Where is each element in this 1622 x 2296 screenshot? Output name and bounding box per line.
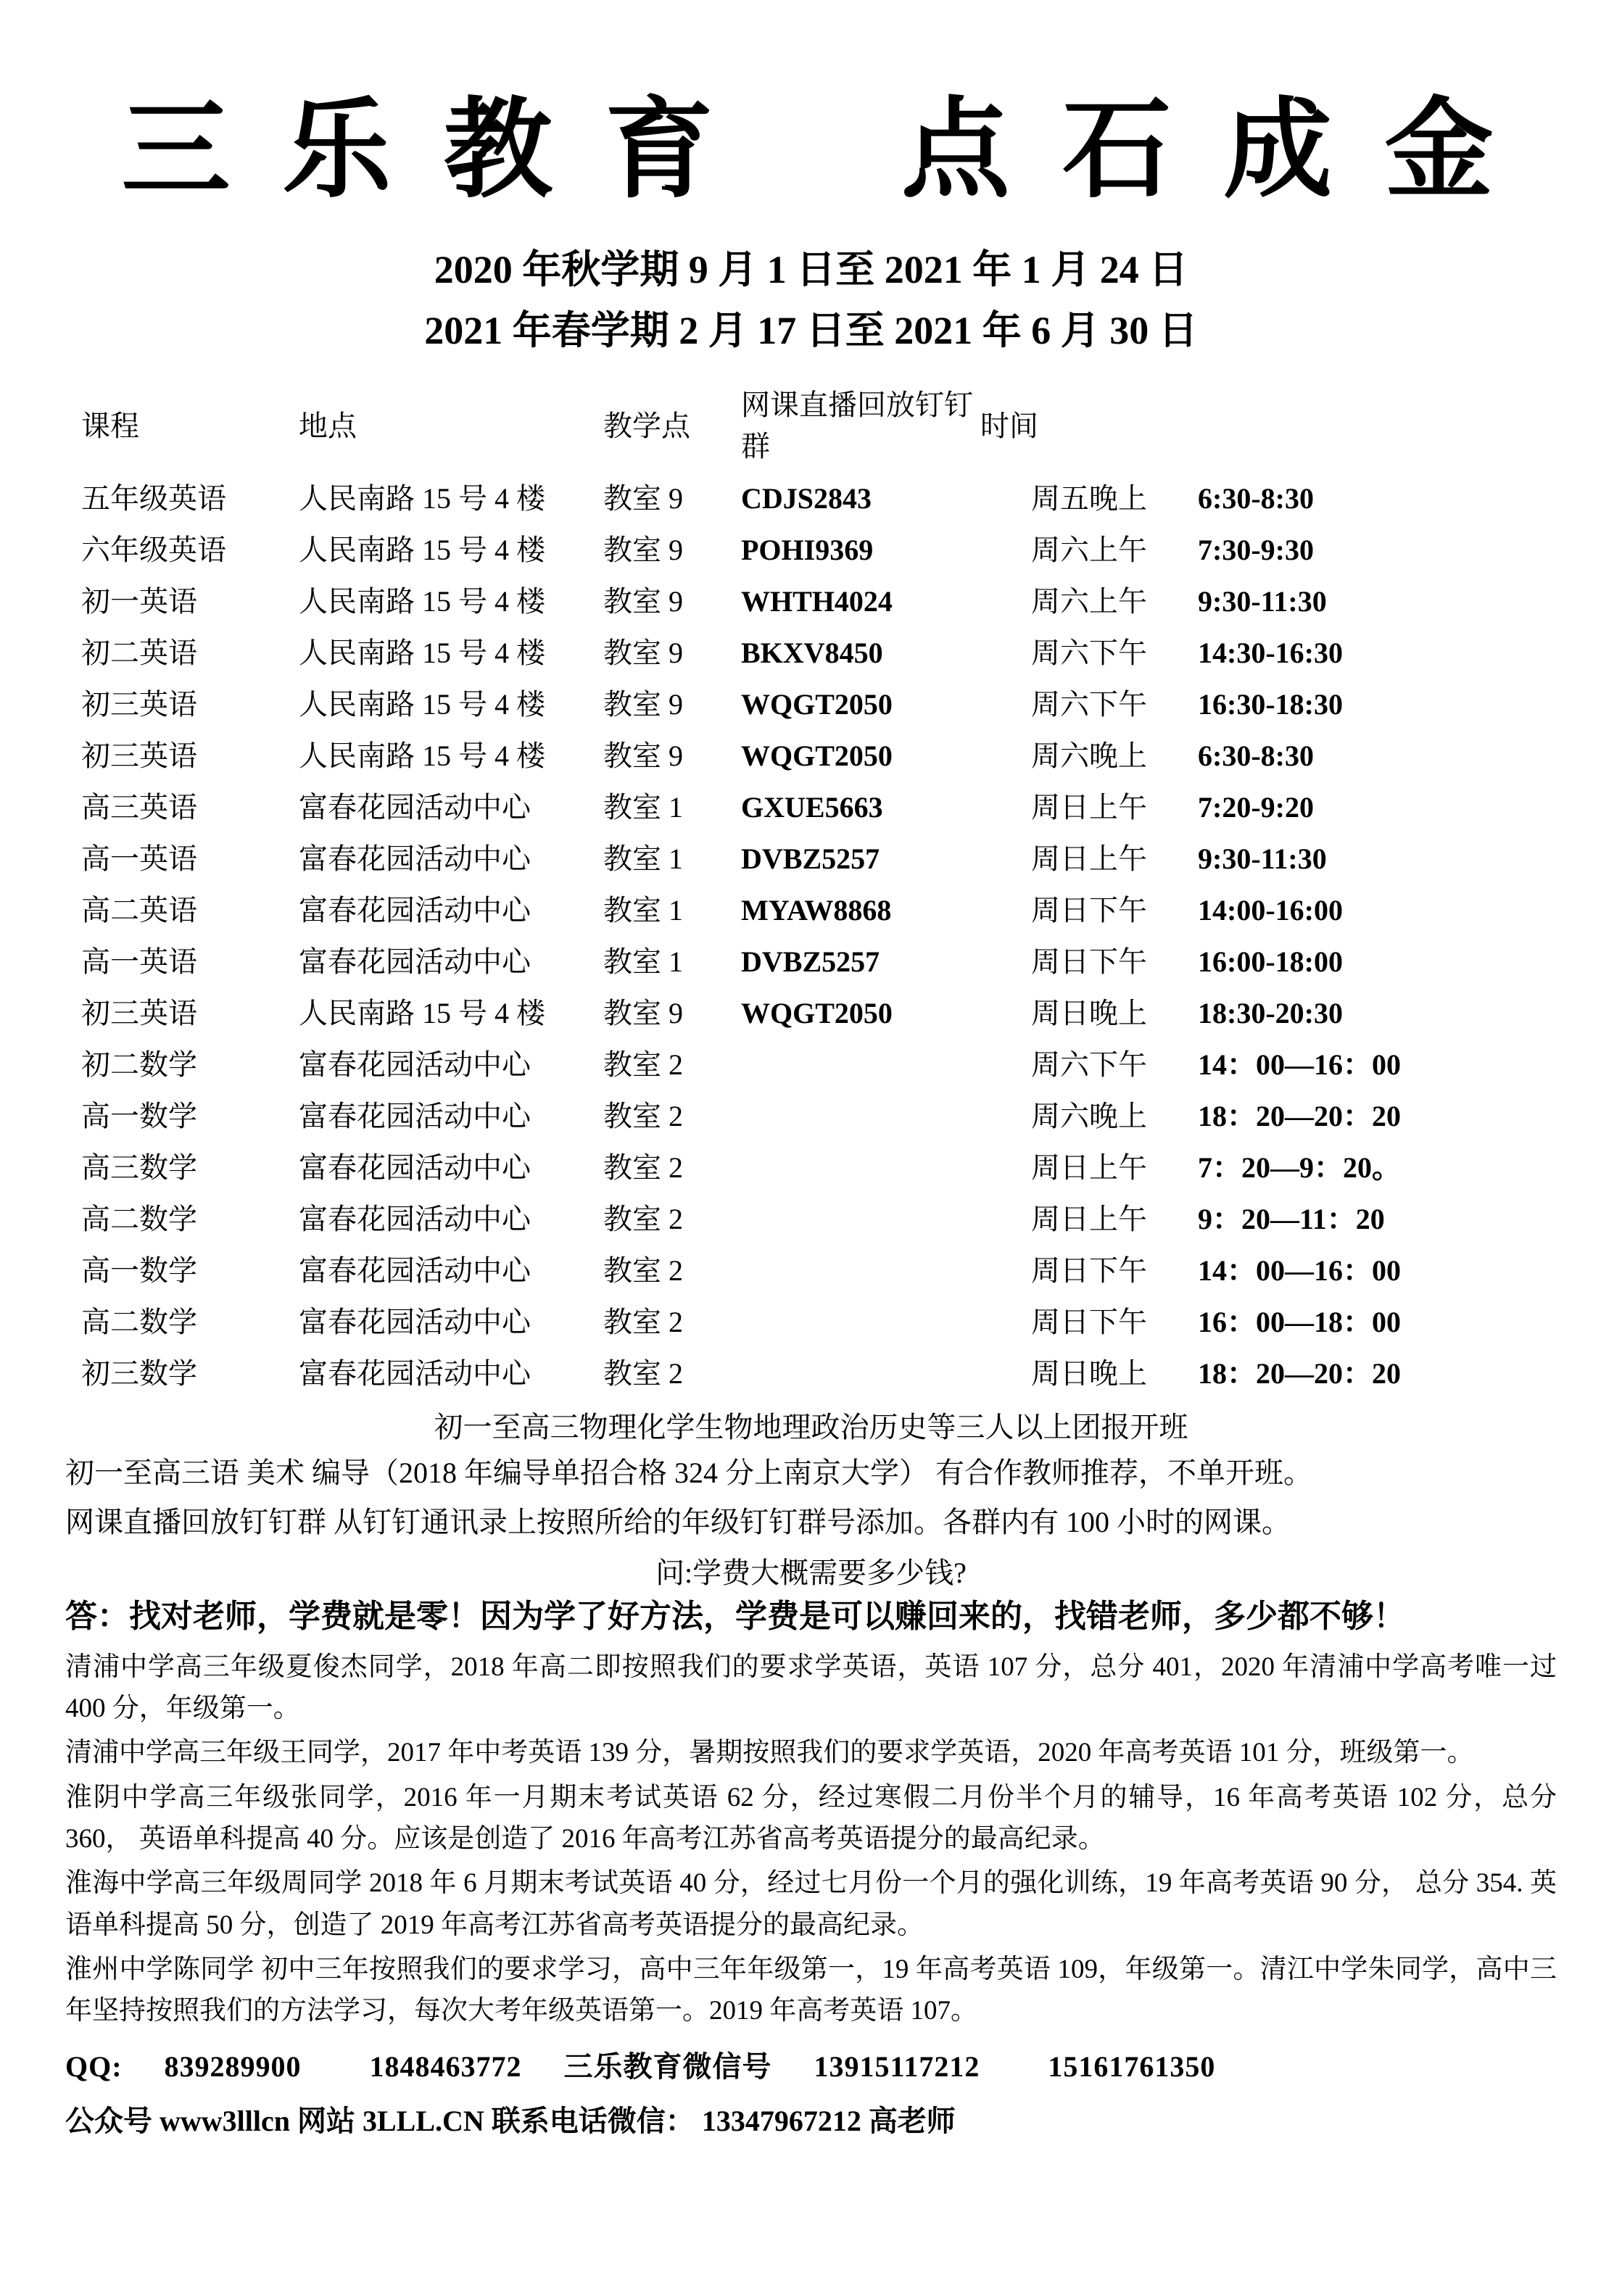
case-paragraph: 淮海中学高三年级周同学 2018 年 6 月期末考试英语 40 分，经过七月份一个月的强化训练，19 年高考英语 90 分， 总分 354. 英语单科提高 50 分，创造了 2019 年高考江苏省高考英语提分的最高纪录。 <box>65 1868 1557 1940</box>
cell-dingtalk-group <box>741 1140 980 1191</box>
cell-time: 16：00—18：00 <box>1198 1306 1401 1339</box>
cell-time: 14:30-16:30 <box>1198 637 1343 670</box>
cell-course: 六年级英语 <box>81 534 226 567</box>
cell-day: 周五晚上 <box>1031 482 1147 515</box>
cell-place: 人民南路 15 号 4 楼 <box>299 585 545 618</box>
cell-course: 初三数学 <box>81 1357 197 1391</box>
cell-day: 周日下午 <box>1031 1306 1147 1339</box>
cell-dingtalk-group: GXUE5663 <box>741 791 883 824</box>
cell-place: 富春花园活动中心 <box>299 1151 531 1185</box>
cell-place: 人民南路 15 号 4 楼 <box>299 688 545 721</box>
table-row <box>65 1346 1557 1397</box>
header-place: 地点 <box>299 409 357 442</box>
cell-dingtalk-group <box>741 1088 980 1140</box>
table-row <box>65 985 1557 1037</box>
wechat-label: 三乐教育微信号 <box>563 2050 772 2083</box>
qq-number-1: 839289900 <box>164 2050 302 2083</box>
table-row <box>65 934 1557 985</box>
note-group-class: 初一至高三物理化学生物地理政治历史等三人以上团报开班 <box>434 1411 1188 1444</box>
cell-room: 教室 9 <box>603 585 683 618</box>
website-label: 网站 <box>297 2104 355 2137</box>
cell-dingtalk-group: WHTH4024 <box>741 585 893 618</box>
cell-room: 教室 9 <box>603 688 683 721</box>
cell-dingtalk-group: BKXV8450 <box>741 637 883 670</box>
cell-day: 周六下午 <box>1031 688 1147 721</box>
cell-room: 教室 2 <box>603 1306 683 1339</box>
cell-day: 周日上午 <box>1031 842 1147 876</box>
table-row <box>65 1294 1557 1346</box>
case-paragraph: 淮阴中学高三年级张同学，2016 年一月期末考试英语 62 分，经过寒假二月份半个月的辅导，16 年高考英语 102 分，总分 360， 英语单科提高 40 分。应该是创造了 2016 年高考江苏省高考英语提分的最高纪录。 <box>65 1782 1557 1854</box>
cell-time: 14：00—16：00 <box>1198 1254 1401 1288</box>
table-row <box>65 573 1557 625</box>
cell-dingtalk-group <box>741 1294 980 1346</box>
cell-time: 9：20—11：20 <box>1198 1203 1385 1236</box>
term-autumn: 2020 年秋学期 9 月 1 日至 2021 年 1 月 24 日 <box>434 247 1188 291</box>
note-arts: 初一至高三语 美术 编导（2018 年编导单招合格 324 分上南京大学） 有合作教师推荐，不单开班。 <box>65 1456 1312 1490</box>
cell-place: 富春花园活动中心 <box>299 1203 531 1236</box>
cell-room: 教室 1 <box>603 791 683 824</box>
cell-time: 7:30-9:30 <box>1198 534 1314 567</box>
cell-course: 初三英语 <box>81 997 197 1030</box>
cell-day: 周六下午 <box>1031 637 1147 670</box>
case-paragraph: 清浦中学高三年级夏俊杰同学，2018 年高二即按照我们的要求学英语，英语 107 分，总分 401，2020 年清浦中学高考唯一过 400 分，年级第一。 <box>65 1651 1557 1724</box>
wechat-number-1: 13915117212 <box>814 2050 980 2083</box>
cell-place: 富春花园活动中心 <box>299 945 531 979</box>
table-row <box>65 1140 1557 1191</box>
cell-time: 14：00—16：00 <box>1198 1048 1401 1082</box>
cell-place: 人民南路 15 号 4 楼 <box>299 997 545 1030</box>
phone-value: 13347967212 <box>701 2104 861 2137</box>
cell-time: 7：20—9：20。 <box>1198 1151 1401 1185</box>
cell-dingtalk-group: POHI9369 <box>741 534 874 567</box>
cell-day: 周六晚上 <box>1031 1100 1147 1133</box>
cell-day: 周日下午 <box>1031 945 1147 979</box>
cell-dingtalk-group <box>741 1037 980 1088</box>
faq-question: 问:学费大概需要多少钱? <box>655 1557 967 1590</box>
cell-day: 周六晚上 <box>1031 739 1147 773</box>
cell-course: 高三英语 <box>81 791 197 824</box>
cell-place: 人民南路 15 号 4 楼 <box>299 534 545 567</box>
cell-time: 7:20-9:20 <box>1198 791 1314 824</box>
header-time-blank <box>1198 379 1557 471</box>
table-row <box>65 1243 1557 1294</box>
phone-label: 联系电话微信： <box>491 2104 695 2137</box>
cell-time: 16:00-18:00 <box>1198 945 1343 979</box>
cell-dingtalk-group: WQGT2050 <box>741 688 893 721</box>
cell-time: 16:30-18:30 <box>1198 688 1343 721</box>
cell-time: 18:30-20:30 <box>1198 997 1343 1030</box>
cell-dingtalk-group: WQGT2050 <box>741 739 893 773</box>
cell-place: 富春花园活动中心 <box>299 1357 531 1391</box>
cell-dingtalk-group <box>741 1191 980 1243</box>
table-row <box>65 882 1557 934</box>
case-list <box>65 1646 1557 2032</box>
cell-dingtalk-group: CDJS2843 <box>741 482 872 515</box>
cell-time: 14:00-16:00 <box>1198 894 1343 927</box>
cell-time: 6:30-8:30 <box>1198 482 1314 515</box>
cell-time: 18：20—20：20 <box>1198 1357 1401 1391</box>
official-account-label: 公众号 <box>65 2104 152 2137</box>
case-paragraph: 淮州中学陈同学 初中三年按照我们的要求学习，高中三年年级第一，19 年高考英语 109，年级第一。清江中学朱同学，高中三年坚持按照我们的方法学习，每次大考年级英语第一。2019 年高考英语 107。 <box>65 1955 1557 2026</box>
website-value[interactable]: 3LLL.CN <box>363 2104 484 2137</box>
cell-day: 周日下午 <box>1031 894 1147 927</box>
cell-place: 富春花园活动中心 <box>299 842 531 876</box>
cell-course: 高一英语 <box>81 945 197 979</box>
wechat-number-2: 15161761350 <box>1048 2050 1216 2083</box>
cell-dingtalk-group: MYAW8868 <box>741 894 892 927</box>
cell-course: 初二英语 <box>81 637 197 670</box>
cell-room: 教室 9 <box>603 739 683 773</box>
cell-dingtalk-group <box>741 1346 980 1397</box>
cell-time: 6:30-8:30 <box>1198 739 1314 773</box>
cell-room: 教室 9 <box>603 997 683 1030</box>
cell-room: 教室 2 <box>603 1254 683 1288</box>
cell-room: 教室 2 <box>603 1100 683 1133</box>
official-account-value: www3lllcn <box>160 2104 290 2137</box>
cell-place: 富春花园活动中心 <box>299 894 531 927</box>
cell-dingtalk-group: WQGT2050 <box>741 997 893 1030</box>
cell-course: 高三数学 <box>81 1151 197 1185</box>
cell-room: 教室 2 <box>603 1151 683 1185</box>
cell-course: 高二数学 <box>81 1306 197 1339</box>
cell-day: 周日下午 <box>1031 1254 1147 1288</box>
contact-line-2 <box>65 2098 1557 2139</box>
cell-room: 教室 2 <box>603 1048 683 1082</box>
contact-line-1 <box>65 2044 1557 2085</box>
header-room: 教学点 <box>603 409 690 442</box>
cell-course: 初三英语 <box>81 688 197 721</box>
cell-room: 教室 1 <box>603 945 683 979</box>
table-row <box>65 522 1557 573</box>
cell-time: 18：20—20：20 <box>1198 1100 1401 1133</box>
cell-place: 人民南路 15 号 4 楼 <box>299 482 545 515</box>
cell-place: 富春花园活动中心 <box>299 1048 531 1082</box>
cell-day: 周日晚上 <box>1031 997 1147 1030</box>
cell-place: 人民南路 15 号 4 楼 <box>299 637 545 670</box>
cell-room: 教室 2 <box>603 1357 683 1391</box>
cell-day: 周六上午 <box>1031 585 1147 618</box>
cell-time: 9:30-11:30 <box>1198 585 1327 618</box>
cell-place: 富春花园活动中心 <box>299 791 531 824</box>
cell-place: 富春花园活动中心 <box>299 1254 531 1288</box>
qq-label: QQ: <box>65 2050 123 2083</box>
note-dingtalk: 网课直播回放钉钉群 从钉钉通讯录上按照所给的年级钉钉群号添加。各群内有 100 小时的网课。 <box>65 1506 1291 1539</box>
qq-number-2: 1848463772 <box>369 2050 522 2083</box>
term-spring: 2021 年春学期 2 月 17 日至 2021 年 6 月 30 日 <box>424 308 1198 352</box>
cell-day: 周日晚上 <box>1031 1357 1147 1391</box>
table-row <box>65 625 1557 676</box>
cell-day: 周日上午 <box>1031 791 1147 824</box>
cell-place: 富春花园活动中心 <box>299 1100 531 1133</box>
cell-dingtalk-group <box>741 1243 980 1294</box>
table-row <box>65 471 1557 522</box>
cell-course: 初一英语 <box>81 585 197 618</box>
cell-place: 富春花园活动中心 <box>299 1306 531 1339</box>
table-row <box>65 1088 1557 1140</box>
cell-time: 9:30-11:30 <box>1198 842 1327 876</box>
table-row <box>65 1037 1557 1088</box>
table-row <box>65 728 1557 779</box>
cell-day: 周六下午 <box>1031 1048 1147 1082</box>
cell-room: 教室 1 <box>603 842 683 876</box>
page-title: 三 乐 教 育 点 石 成 金 <box>121 86 1501 213</box>
cell-room: 教室 2 <box>603 1203 683 1236</box>
table-row <box>65 779 1557 831</box>
cell-dingtalk-group: DVBZ5257 <box>741 842 880 876</box>
cell-course: 高二英语 <box>81 894 197 927</box>
cell-course: 初三英语 <box>81 739 197 773</box>
faq-answer: 答：找对老师，学费就是零！因为学了好方法，学费是可以赚回来的，找错老师，多少都不够！ <box>65 1599 1405 1635</box>
cell-course: 五年级英语 <box>81 482 226 515</box>
cell-day: 周日上午 <box>1031 1203 1147 1236</box>
cell-course: 高一数学 <box>81 1100 197 1133</box>
cell-room: 教室 9 <box>603 534 683 567</box>
cell-place: 人民南路 15 号 4 楼 <box>299 739 545 773</box>
table-row <box>65 831 1557 882</box>
cell-dingtalk-group: DVBZ5257 <box>741 945 880 979</box>
teacher-name: 高老师 <box>868 2104 956 2137</box>
cell-course: 高一数学 <box>81 1254 197 1288</box>
cell-day: 周六上午 <box>1031 534 1147 567</box>
table-row <box>65 1191 1557 1243</box>
cell-room: 教室 1 <box>603 894 683 927</box>
case-paragraph: 清浦中学高三年级王同学，2017 年中考英语 139 分，暑期按照我们的要求学英语，2020 年高考英语 101 分，班级第一。 <box>65 1738 1474 1768</box>
class-schedule-table <box>65 379 1557 1397</box>
cell-course: 高二数学 <box>81 1203 197 1236</box>
table-header-row <box>65 379 1557 471</box>
cell-room: 教室 9 <box>603 482 683 515</box>
cell-day: 周日上午 <box>1031 1151 1147 1185</box>
table-row <box>65 676 1557 728</box>
header-course: 课程 <box>81 409 139 442</box>
header-group: 网课直播回放钉钉群 <box>741 389 973 463</box>
cell-room: 教室 9 <box>603 637 683 670</box>
cell-course: 高一英语 <box>81 842 197 876</box>
header-time: 时间 <box>980 409 1038 442</box>
cell-course: 初二数学 <box>81 1048 197 1082</box>
